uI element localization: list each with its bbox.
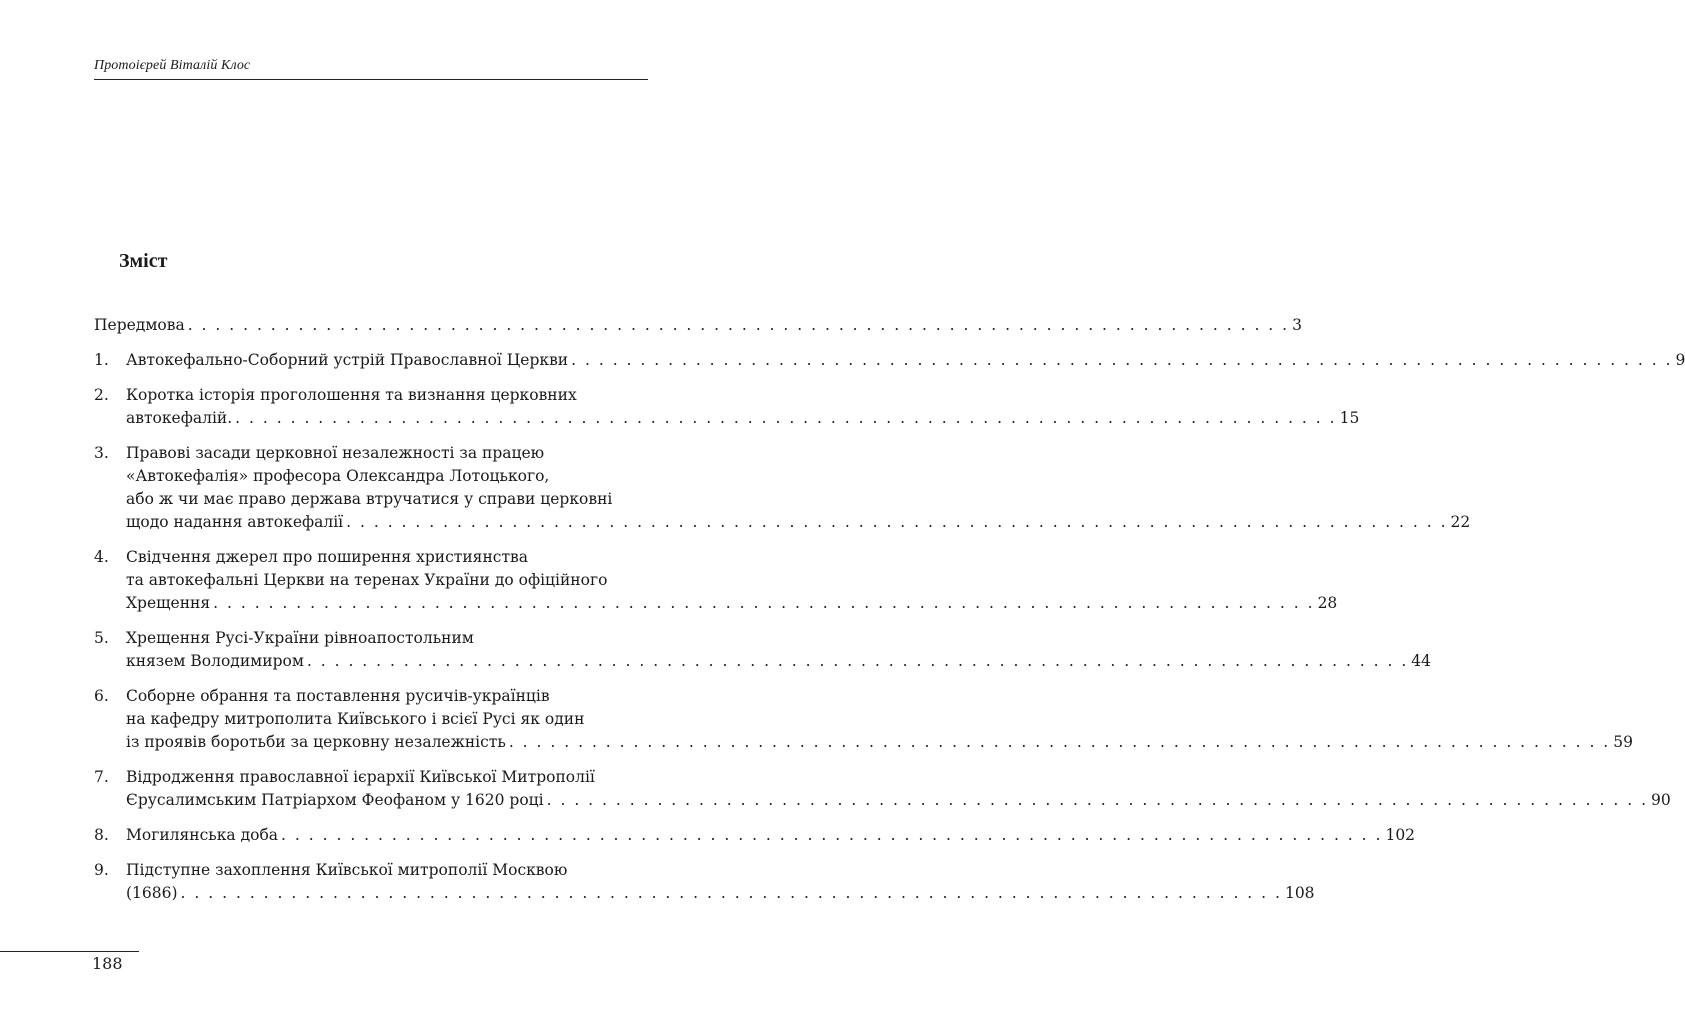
toc-entry-leader-row — [126, 824, 1416, 847]
toc-entry-leader-row — [126, 592, 1338, 615]
toc-entry-leader-row — [94, 314, 1302, 337]
footer-rule — [0, 951, 139, 952]
toc-entry — [94, 314, 1302, 337]
toc-entry — [94, 442, 1471, 534]
toc-entry-title-line: та автокефальні Церкви на теренах України до офіційного — [126, 571, 608, 589]
toc-entry — [94, 766, 1671, 812]
dot-leader: . . . . . . . . . . . . . . . . . . . . . . . . . . . . . . . . . . . . . . . . . . . . . . . . . . . . . . . . . . . . . . . . . . . . . . . . . . . . . . . . — [306, 652, 1409, 670]
toc-entry-number: 9. — [94, 861, 109, 879]
toc-entry-leader-row — [126, 882, 1315, 905]
toc-entry-title-line: Хрещення Русі-України рівноапостольним — [126, 629, 474, 647]
table-of-contents — [94, 314, 1685, 917]
dot-leader: . . . . . . . . . . . . . . . . . . . . . . . . . . . . . . . . . . . . . . . . . . . . . . . . . . . . . . . . . . . . . . . . . . . . . . . . . . . . . . . . — [235, 409, 1337, 427]
dot-leader: . . . . . . . . . . . . . . . . . . . . . . . . . . . . . . . . . . . . . . . . . . . . . . . . . . . . . . . . . . . . . . . . . . . . . . . . . . . . . . . . — [281, 826, 1383, 844]
toc-entry-number: 4. — [94, 548, 109, 566]
dot-leader: . . . . . . . . . . . . . . . . . . . . . . . . . . . . . . . . . . . . . . . . . . . . . . . . . . . . . . . . . . . . . . . . . . . . . . . . . . . . . . . . — [571, 351, 1673, 369]
toc-entry-title-line: князем Володимиром — [126, 652, 304, 670]
toc-entry-leader-row — [126, 731, 1633, 754]
toc-entry-page: 22 — [1450, 513, 1471, 531]
dot-leader: . . . . . . . . . . . . . . . . . . . . . . . . . . . . . . . . . . . . . . . . . . . . . . . . . . . . . . . . . . . . . . . . . . . . . . . . . . . . . . . . — [187, 316, 1290, 334]
toc-entry-number: 5. — [94, 629, 109, 647]
toc-entry-number: 3. — [94, 444, 109, 462]
toc-entry-title-line: Коротка історія проголошення та визнання церковних — [126, 386, 577, 404]
toc-entry-page: 102 — [1385, 826, 1416, 844]
toc-entry — [94, 546, 1338, 615]
toc-entry-title-line: на кафедру митрополита Київського і всієї Русі як один — [126, 710, 585, 728]
toc-entry-page: 3 — [1292, 316, 1302, 334]
toc-entry-title-line: Хрещення — [126, 594, 211, 612]
toc-entry-leader-row — [126, 407, 1360, 430]
toc-entry-title-line: Відродження православної ієрархії Київської Митрополії — [126, 768, 595, 786]
toc-entry-title-line: Підступне захоплення Київської митрополії Москвою — [126, 861, 568, 879]
toc-entry-title-line: або ж чи має право держава втручатися у справи церковні — [126, 490, 613, 508]
dot-leader: . . . . . . . . . . . . . . . . . . . . . . . . . . . . . . . . . . . . . . . . . . . . . . . . . . . . . . . . . . . . . . . . . . . . . . . . . . . . . . . . — [213, 594, 1315, 612]
toc-entry-leader-row — [126, 511, 1471, 534]
toc-entry — [94, 349, 1685, 372]
toc-entry-number: 7. — [94, 768, 109, 786]
toc-entry-page: 9 — [1675, 351, 1685, 369]
toc-entry-title-line: Єрусалимським Патріархом Феофаном у 1620 році — [126, 791, 544, 809]
dot-leader: . . . . . . . . . . . . . . . . . . . . . . . . . . . . . . . . . . . . . . . . . . . . . . . . . . . . . . . . . . . . . . . . . . . . . . . . . . . . . . . . — [508, 733, 1611, 751]
toc-entry-page: 90 — [1651, 791, 1671, 809]
toc-entry — [94, 685, 1633, 754]
toc-entry-number: 1. — [94, 351, 109, 369]
toc-entry-title-line: Автокефально-Соборний устрій Православної Церкви — [126, 351, 569, 369]
header-rule — [94, 79, 648, 80]
toc-entry — [94, 627, 1432, 673]
toc-entry-title-line: із проявів боротьби за церковну незалежність — [126, 733, 506, 751]
dot-leader: . . . . . . . . . . . . . . . . . . . . . . . . . . . . . . . . . . . . . . . . . . . . . . . . . . . . . . . . . . . . . . . . . . . . . . . . . . . . . . . . — [180, 884, 1282, 902]
toc-entry-number: 2. — [94, 386, 109, 404]
dot-leader: . . . . . . . . . . . . . . . . . . . . . . . . . . . . . . . . . . . . . . . . . . . . . . . . . . . . . . . . . . . . . . . . . . . . . . . . . . . . . . . . — [546, 791, 1649, 809]
toc-entry-leader-row — [126, 349, 1685, 372]
toc-entry-number: 6. — [94, 687, 109, 705]
toc-entry-title-line: щодо надання автокефалії — [126, 513, 344, 531]
toc-entry-title-line: Передмова — [94, 316, 185, 334]
toc-entry-title-line: «Автокефалія» професора Олександра Лотоцького, — [126, 467, 550, 485]
toc-entry-page: 28 — [1317, 594, 1338, 612]
toc-entry-page: 108 — [1284, 884, 1315, 902]
page-number: 188 — [92, 954, 123, 973]
toc-entry-leader-row — [126, 789, 1671, 812]
toc-title: Зміст — [119, 250, 168, 272]
toc-entry-page: 44 — [1411, 652, 1432, 670]
running-header: Протоієрей Віталій Клос — [94, 58, 251, 73]
toc-entry-title-line: автокефалій. — [126, 409, 233, 427]
toc-entry-title-line: Соборне обрання та поставлення русичів-українців — [126, 687, 550, 705]
toc-entry-page: 15 — [1339, 409, 1360, 427]
toc-entry-leader-row — [126, 650, 1432, 673]
toc-entry-title-line: Могилянська доба — [126, 826, 279, 844]
toc-entry — [94, 859, 1315, 905]
toc-entry — [94, 384, 1360, 430]
toc-entry-title-line: Свідчення джерел про поширення християнства — [126, 548, 529, 566]
dot-leader: . . . . . . . . . . . . . . . . . . . . . . . . . . . . . . . . . . . . . . . . . . . . . . . . . . . . . . . . . . . . . . . . . . . . . . . . . . . . . . . . — [346, 513, 1448, 531]
toc-entry-title-line: (1686) — [126, 884, 178, 902]
toc-entry-number: 8. — [94, 826, 109, 844]
toc-entry-title-line: Правові засади церковної незалежності за працею — [126, 444, 545, 462]
toc-entry-page: 59 — [1613, 733, 1633, 751]
toc-entry — [94, 824, 1416, 847]
